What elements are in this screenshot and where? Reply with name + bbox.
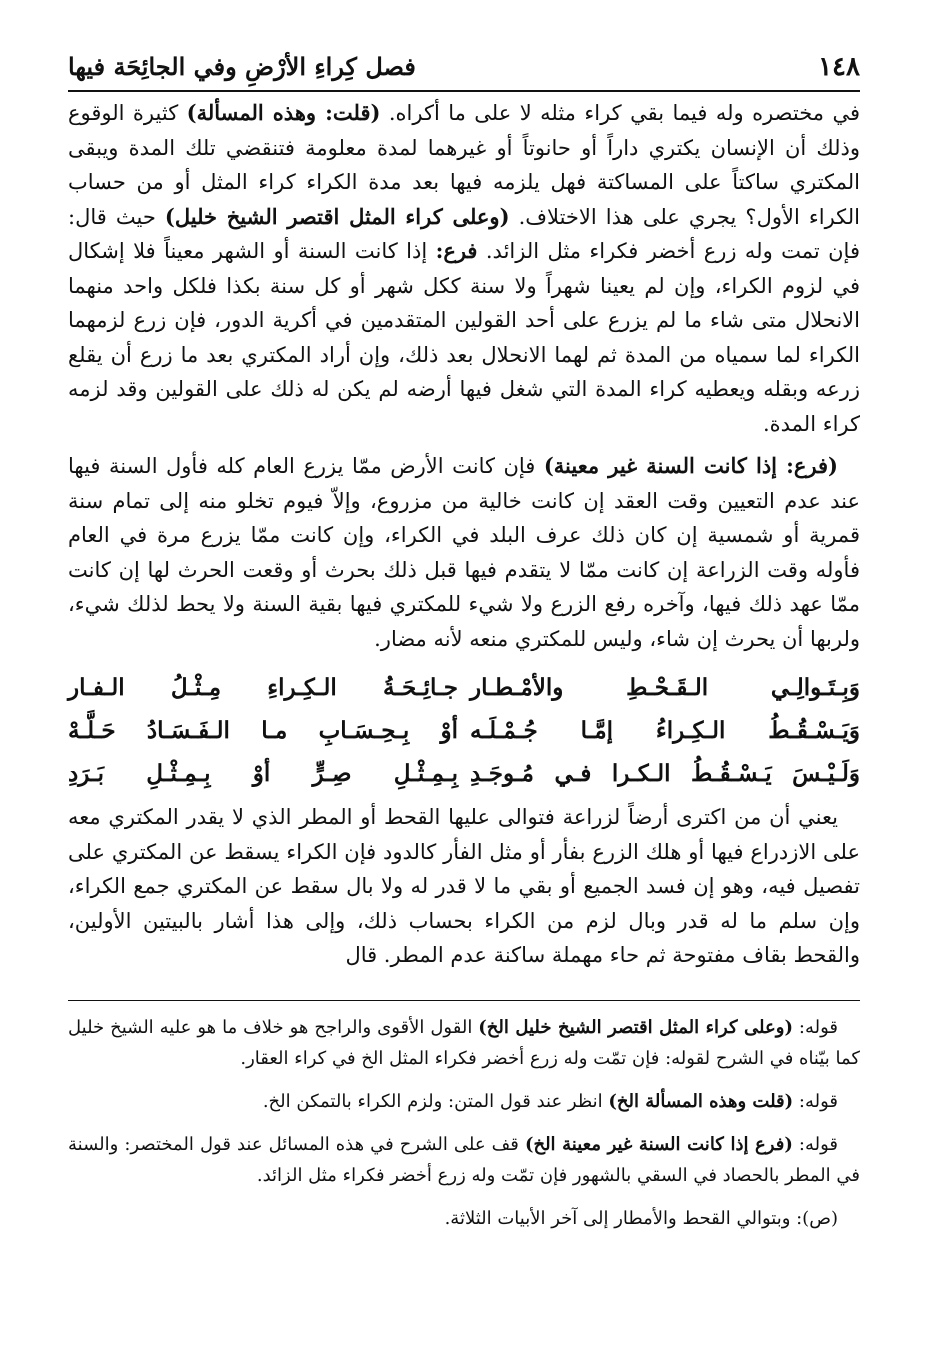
running-title: فصل كِراءِ الأرْضِ وفي الجائِحَة فيها <box>68 52 416 81</box>
footnotes <box>68 1012 860 1246</box>
text-run: إذا كانت السنة أو الشهر معيناً فلا إشكال في لزوم الكراء، وإن لم يعينا شهراً ولا سنة ككل شهر أو كل سنة بكذا فلكل واحد منهما الانحلال متى شاء ما لم يزرع على أحد القولين المتقدمين في أكرية الدور، فإن زرع لزمهما الكراء لما سمياه من المدة ثم لهما الانحلال بعد ذلك، وإن أراد المكتري بعد ما زرع أن يقلع زرعه وبقله ويعطيه كراء المدة التي شغل فيها أرضه لم يكن له ذلك على القولين وقد لزمه كراء المدة. <box>68 239 860 436</box>
verse-second-hemistich: جـائِـحَـةُ الـكِـراءِ مِـثْـلُ الـفـار <box>68 674 458 701</box>
commentary-text <box>68 800 860 973</box>
text-run: قوله: <box>792 1017 839 1038</box>
text-run: قف على الشرح في هذه المسائل عند قول المختصر: والسنة في المطر بالحصاد في السقي بالشهور فإن تمّت وله زرع أخضر فكراء مثل الزائد. <box>68 1134 860 1186</box>
verse-first-hemistich: وَيَـسْـقُـطُ الـكِـراءُ إمَّـا جُـمْـلَـه <box>470 717 860 744</box>
text-run: حيث قال: فإن تمت وله زرع أخضر فكراء مثل الزائد. <box>68 204 860 263</box>
text-run: فإن كانت الأرض ممّا يزرع العام كله فأول السنة فيها عند عدم التعيين وقت العقد إن كانت خالية من مزروع، وإلاّ فيوم تخلو منه إلى تمام سنة قمرية أو شمسية إن كان ذلك عرف البلد في الكراء، وإن كانت ممّا يزرع مرة في العام فأوله وقت الزراعة إن كانت ممّا لا يتقدم فيها قبل ذلك بحرث أو وقعت الحرث لها إن كانت ممّا عهد ذلك فيها، وآخره رفع الزرع ولا شيء للمكتري فيها بقية السنة ولا يحط لذلك شيء، ولربها أن يحرث إن شاء، وليس للمكتري منعه لأنه مضار. <box>68 454 860 651</box>
verse-line <box>68 717 860 760</box>
bold-quote: (قلت: وهذه المسألة) <box>186 100 381 125</box>
bold-quote: (فرع: إذا كانت السنة غير معينة) <box>543 453 838 478</box>
bold-quote: (قلت وهذه المسألة الخ) <box>608 1091 794 1112</box>
verse-first-hemistich: وَلَـيْـسَ يَـسْـقُـطُ الـكـرا فـي مُـوجَـدِ <box>470 760 860 787</box>
verse-second-hemistich: بِـمِـثْـلِ صِـرٍّ أوْ بِـمِـثْـلِ بَـرَدِ <box>68 760 458 787</box>
verse-first-hemistich: وَبِـتَـوالِـي الـقَـحْـطِ والأمْـطـار <box>470 674 860 701</box>
text-run: القول الأقوى والراجح هو خلاف ما هو عليه الشيخ خليل كما بيّناه في الشرح لقوله: فإن تمّت وله زرع أخضر فكراء المثل الخ في كراء العقار. <box>68 1017 860 1069</box>
text-run: قوله: <box>793 1091 838 1112</box>
page-header <box>68 46 860 92</box>
poem-verses <box>68 674 860 803</box>
paragraph-3: يعني أن من اكترى أرضاً لزراعة فتوالى عليها القحط أو المطر الذي لا يقدر المكتري معه على الازدراع فيها أو هلك الزرع بفأر أو مثل الفأر كالدود فإن الكراء يسقط عن المكتري على تفصيل فيه، وهو إن فسد الجميع أو بقي ما لا قدر له ولا بال سقط عن المكتري جمع الكراء، وإن سلم ما له قدر وبال لزم من الكراء بحساب ذلك، وإلى هذا أشار بالبيتين الأولين، والقحط بقاف مفتوحة ثم حاء مهملة ساكنة عدم المطر. قال <box>68 805 860 967</box>
footnote-4: (ص): وبتوالي القحط والأمطار إلى آخر الأبيات الثلاثة. <box>444 1208 838 1229</box>
text-run: قوله: <box>792 1134 838 1155</box>
footnote-2 <box>68 1086 860 1117</box>
bold-quote: (فرع إذا كانت السنة غير معينة الخ) <box>524 1134 793 1155</box>
bold-label: فرع: <box>435 238 478 263</box>
text-run: كثيرة الوقوع وذلك أن الإنسان يكتري داراً أو حانوتاً أو غيرهما لمدة معلومة فتنقضي تلك المدة ويبقى المكتري ساكتاً على المساكتة فهل يلزمه فيها بعد مدة الكراء كراء المثل أو من حساب الكراء الأول؟ يجري على هذا الاختلاف. <box>68 101 861 229</box>
footnote-3 <box>68 1129 860 1191</box>
page-number: ١٤٨ <box>818 52 860 82</box>
paragraph-1 <box>68 96 860 441</box>
bold-quote: (وعلى كراء المثل اقتصر الشيخ خليل الخ) <box>478 1017 793 1038</box>
text-run: انظر عند قول المتن: ولزم الكراء بالتمكن الخ. <box>262 1091 609 1112</box>
verse-line <box>68 674 860 717</box>
verse-line <box>68 760 860 803</box>
verse-second-hemistich: أوْ بِـحِـسَـابِ مـا الـفَـسَـادُ حَـلَّـهْ <box>68 717 458 744</box>
text-run: في مختصره وله فيما بقي كراء مثله لا على ما أكراه. <box>380 101 860 125</box>
bold-quote: (وعلى كراء المثل اقتصر الشيخ خليل) <box>164 203 510 229</box>
footnote-1 <box>68 1012 860 1074</box>
footnote-divider <box>68 1000 860 1001</box>
paragraph-2 <box>68 449 860 656</box>
main-text <box>68 96 860 656</box>
